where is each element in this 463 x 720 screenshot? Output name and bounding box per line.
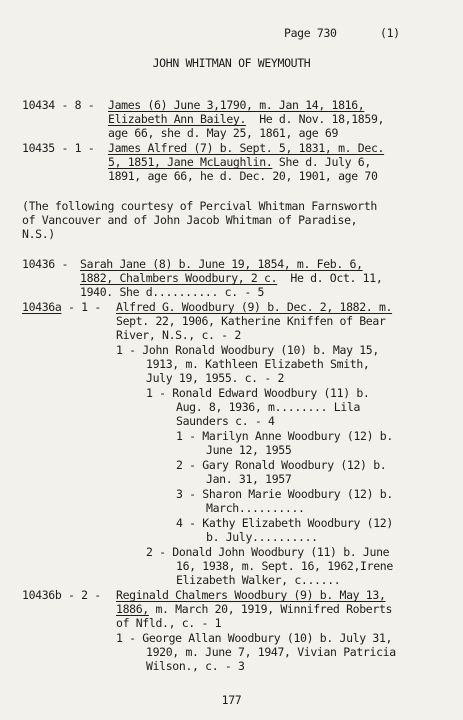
entry-line: Sarah Jane (8) b. June 19, 1854, m. Feb. 6, [80,257,363,271]
child-line: Wilson., c. - 3 [146,659,245,673]
section-number: (1) [380,26,400,40]
entry-line: James (6) June 3,1790, m. Jan 14, 1816, [108,98,365,112]
entry-line: Reginald Chalmers Woodbury (9) b. May 13, [116,588,386,602]
entry-line [116,602,392,616]
entry-line [108,155,371,169]
child-line: 1913, m. Kathleen Elizabeth Smith, [146,357,370,371]
grandchild-line: Aug. 8, 1936, m........ Lila [176,400,361,414]
entry-generation: - 1 - [61,300,108,314]
grandchild-line: 1 - Ronald Edward Woodbury (11) b. [146,386,370,400]
entry-line-rest: He d. Oct. 11, [277,271,383,285]
entry-line: Sept. 22, 1906, Katherine Kniffen of Bear [116,314,386,328]
spouse-name: 5, 1851, Jane McLaughlin. [108,155,273,169]
entry-line-rest: She d. July 6, [272,155,371,169]
great-grandchild-line: b. July.......... [206,530,318,544]
entry-line: James Alfred (7) b. Sept. 5, 1831, m. Dec. [108,141,385,155]
child-line: 1920, m. June 7, 1947, Vivian Patricia [146,645,396,659]
entry-number: 10435 - 1 - [22,141,101,155]
courtesy-note: (The following courtesy of Percival Whitman Farnsworth [22,199,377,213]
grandchild-line: Saunders c. - 4 [176,414,275,428]
entry-line [80,271,382,285]
entry-line-rest: He d. Nov. 18,1859, [246,112,385,126]
entry-line-underlined: 1886, [116,602,149,616]
entry-number: 10436b - 2 - [22,588,108,602]
child-line: 1 - John Ronald Woodbury (10) b. May 15, [116,343,379,357]
child-line: July 19, 1955. c. - 2 [146,371,285,385]
entry-line [108,112,384,126]
great-grandchild-line: June 12, 1955 [206,443,292,457]
entry-line: 1940. She d.......... c. - 5 [80,285,265,299]
entry-number: 10434 - 8 - [22,98,101,112]
spouse-name: 1882, Chalmbers Woodbury, 2 c. [80,271,278,285]
great-grandchild-line: Jan. 31, 1957 [206,472,292,486]
grandchild-line: 16, 1938, m. Sept. 16, 1962,Irene [176,559,393,573]
entry-id: 10436a [22,300,62,314]
page-title: JOHN WHITMAN OF WEYMOUTH [152,56,311,70]
entry-line: of Nfld., c. - 1 [116,616,222,630]
entry-line-rest: m. March 20, 1919, Winnifred Roberts [148,602,393,616]
page-number: 177 [221,693,242,707]
entry-line: 1891, age 66, he d. Dec. 20, 1901, age 70 [108,169,378,183]
entry-line: age 66, she d. May 25, 1861, age 69 [108,126,339,140]
great-grandchild-line: 4 - Kathy Elizabeth Woodbury (12) [176,516,393,530]
child-line: 1 - George Allan Woodbury (10) b. July 31, [116,631,393,645]
great-grandchild-line: 3 - Sharon Marie Woodbury (12) b. [176,487,393,501]
spouse-name: Elizabeth Ann Bailey. [108,112,247,126]
entry-line: Alfred G. Woodbury (9) b. Dec. 2, 1882. m. [116,300,393,314]
entry-number: 10436 - [22,257,75,271]
page-label: Page 730 [284,26,337,40]
great-grandchild-line: 2 - Gary Ronald Woodbury (12) b. [176,458,387,472]
grandchild-line: Elizabeth Walker, c...... [176,573,341,587]
great-grandchild-line: March.......... [206,501,305,515]
courtesy-note: N.S.) [22,227,55,241]
entry-number [22,300,107,314]
grandchild-line: 2 - Donald John Woodbury (11) b. June [146,545,390,559]
courtesy-note: of Vancouver and of John Jacob Whitman of Paradise, [22,213,358,227]
great-grandchild-line: 1 - Marilyn Anne Woodbury (12) b. [176,429,393,443]
entry-line: River, N.S., c. - 2 [116,328,241,342]
